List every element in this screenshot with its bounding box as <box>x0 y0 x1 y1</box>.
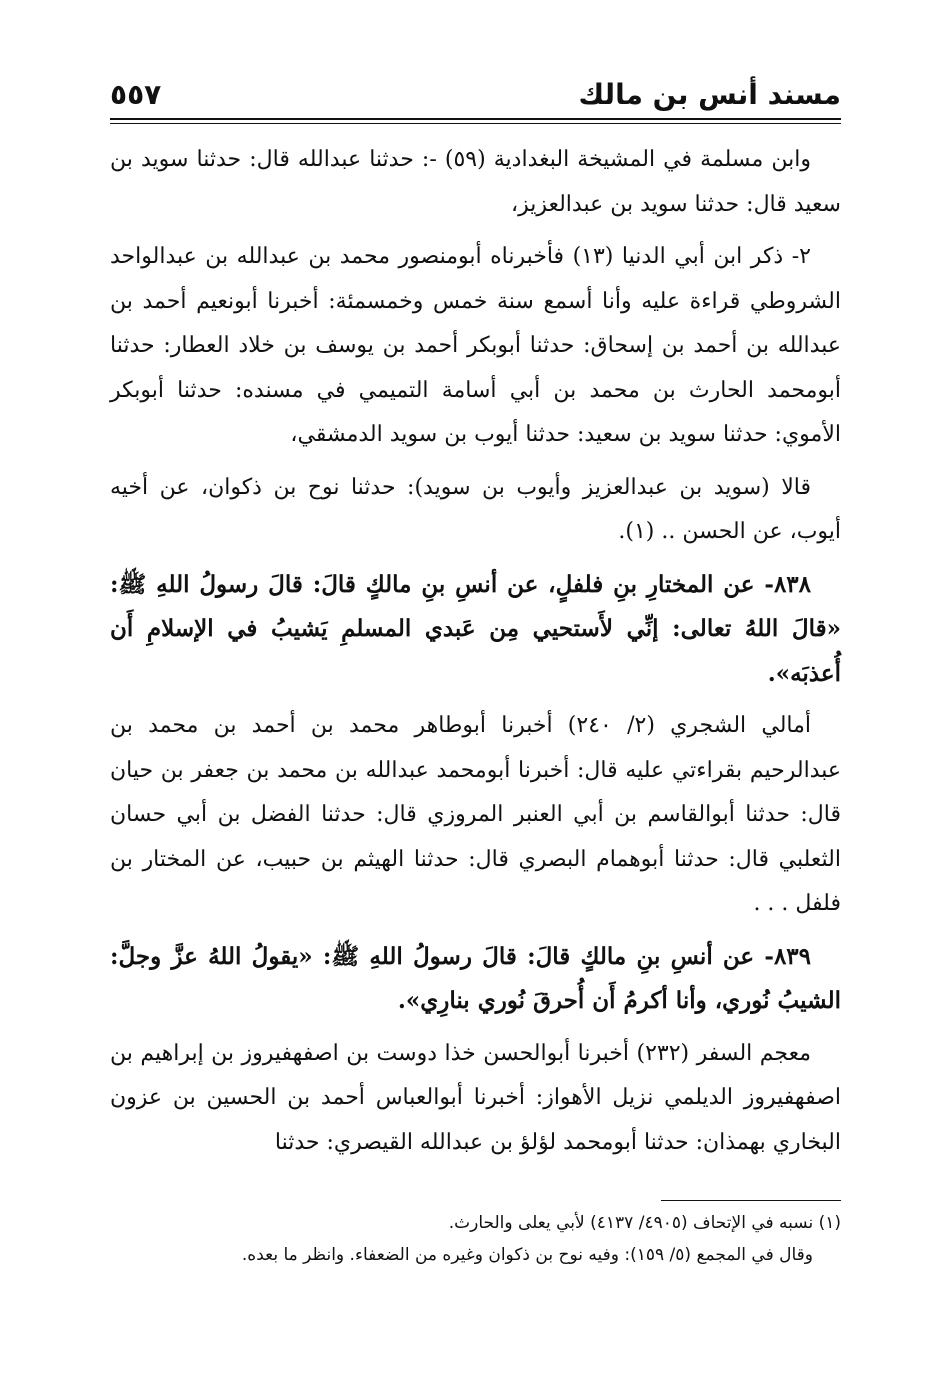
running-title: مسند أنس بن مالك <box>578 78 841 111</box>
paragraph-source-838: أمالي الشجري (٢/ ٢٤٠) أخبرنا أبوطاهر محمد بن أحمد بن محمد بن عبدالرحيم بقراءتي عليه قال: أخبرنا أبومحمد عبدالله بن محمد بن جعفر بن حيان قال: حدثنا أبوالقاسم بن أبي العنبر المروزي قال: حدثنا الفضل بن أبي حسان الثعلبي قال: حدثنا أبوهمام البصري قال: حدثنا الهيثم بن حبيب، عن المختار بن فلفل . . . <box>110 713 841 916</box>
paragraph-isnad-2: ٢- ذكر ابن أبي الدنيا (١٣) فأخبرناه أبومنصور محمد بن عبدالله بن عبدالواحد الشروطي قراءة عليه وأنا أسمع سنة خمس وخمسمئة: أخبرنا أبونعيم أحمد بن عبدالله بن أحمد بن إسحاق: حدثنا أبوبكر أحمد بن يوسف بن خلاد العطار: حدثنا أبومحمد الحارث بن محمد بن أبي أسامة التميمي في مسنده: حدثنا أبوبكر الأموي: حدثنا سويد بن سعيد: حدثنا أيوب بن سويد الدمشقي، <box>110 244 841 447</box>
page-header <box>110 70 841 118</box>
header-rule <box>110 118 841 124</box>
footnote-1-continuation: وقال في المجمع (٥/ ١٥٩): وفيه نوح بن ذكوان وغيره من الضعفاء. وانظر ما بعده. <box>241 1245 813 1265</box>
paragraph-isnad-joint: قالا (سويد بن عبدالعزيز وأيوب بن سويد): حدثنا نوح بن ذكوان، عن أخيه أيوب، عن الحسن .. (١). <box>110 474 841 544</box>
paragraph-source-continuation: وابن مسلمة في المشيخة البغدادية (٥٩) -: حدثنا عبدالله قال: حدثنا سويد بن سعيد قال: حدثنا سويد بن عبدالعزيز، <box>110 147 841 217</box>
main-text <box>110 138 841 1165</box>
hadith-838: ٨٣٨- عن المختارِ بنِ فلفلٍ، عن أنسِ بنِ مالكٍ قالَ: قالَ رسولُ اللهِ ﷺ: «قالَ اللهُ تعالى: إنِّي لأَستحيي مِن عَبدي المسلمِ يَشيبُ في الإسلامِ أَن أُعذبَه». <box>110 570 841 687</box>
footnote-1: (١) نسبه في الإتحاف (٤٩٠٥/ ٤١٣٧) لأبي يعلى والحارث. <box>448 1213 841 1233</box>
page-number: ٥٥٧ <box>110 78 162 111</box>
footnote-rule <box>661 1200 841 1201</box>
book-page <box>110 70 841 1308</box>
footnotes <box>110 1200 841 1271</box>
hadith-839: ٨٣٩- عن أنسِ بنِ مالكٍ قالَ: قالَ رسولُ اللهِ ﷺ: «يقولُ اللهُ عزَّ وجلَّ: الشيبُ نُوري، وأنا أكرمُ أَن أُحرقَ نُوري بنارِي». <box>110 942 841 1014</box>
paragraph-source-839: معجم السفر (٢٣٢) أخبرنا أبوالحسن خذا دوست بن اصفهفيروز بن إبراهيم بن اصفهفيروز الديلمي نزيل الأهواز: أخبرنا أبوالعباس أحمد بن الحسين بن عزون البخاري بهمذان: حدثنا أبومحمد لؤلؤ بن عبدالله القيصري: حدثنا <box>110 1040 841 1155</box>
